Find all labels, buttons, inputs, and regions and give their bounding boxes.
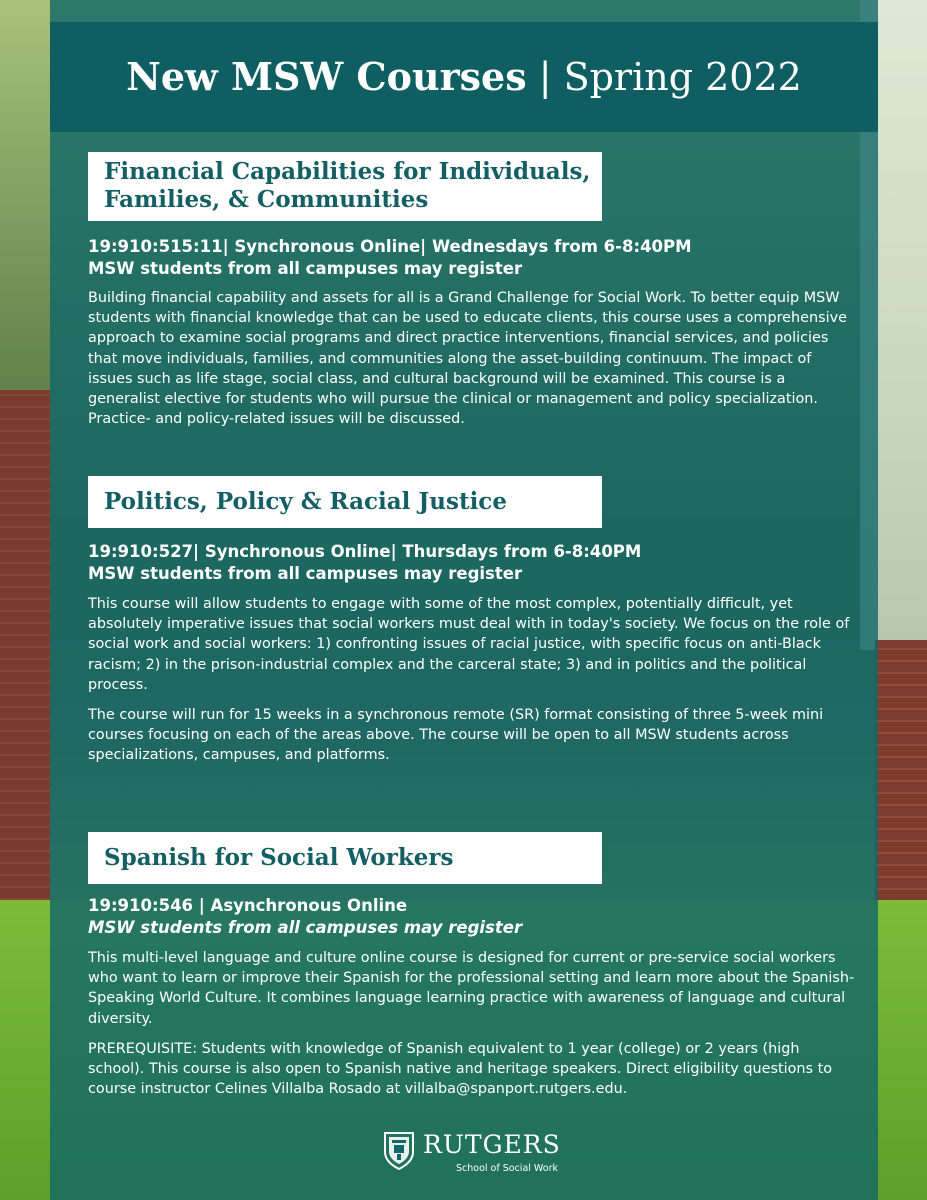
course-2-paragraph-2: The course will run for 15 weeks in a synchronous remote (SR) format consisting of three 5-week mini courses focusing on each of the areas above. The course will be open to all MSW students across specializations, campuses, and platforms.: [88, 707, 824, 764]
course-1-meta: [88, 236, 858, 280]
course-3-meta: [88, 895, 858, 939]
course-3-description: [88, 948, 858, 1109]
course-1-description: [88, 288, 858, 439]
logo-subtitle: School of Social Work: [456, 1163, 558, 1174]
course-1-schedule: 19:910:515:11| Synchronous Online| Wednesdays from 6-8:40PM: [88, 237, 692, 256]
course-3-heading-box: [88, 832, 602, 884]
course-2-meta: [88, 541, 858, 585]
brick-building-right: [875, 640, 927, 900]
title-term: Spring 2022: [563, 55, 802, 99]
logo-name: RUTGERS: [423, 1130, 561, 1159]
rutgers-logo: [383, 1130, 563, 1176]
course-3-schedule: 19:910:546 | Asynchronous Online: [88, 896, 408, 915]
course-3-title: Spanish for Social Workers: [104, 844, 454, 871]
course-3-paragraph-1: This multi-level language and culture online course is designed for current or pre-service social workers who want to learn or improve their Spanish for the professional setting and learn more about the Spanish-Speaking World Culture. It combines language learning practice with awareness of language and cultural diversity.: [88, 950, 855, 1027]
title-separator: |: [526, 55, 564, 99]
course-2-title: Politics, Policy & Racial Justice: [104, 488, 507, 515]
course-2-schedule: 19:910:527| Synchronous Online| Thursdays from 6-8:40PM: [88, 542, 642, 561]
course-3-paragraph-2: PREREQUISITE: Students with knowledge of Spanish equivalent to 1 year (college) or 2 years (high school). This course is also open to Spanish native and heritage speakers. Direct eligibility questions to course instructor Celines Villalba Rosado at villalba@spanport.rutgers.edu.: [88, 1040, 833, 1098]
course-1-title-line2: Families, & Communities: [104, 186, 429, 213]
title-main: New MSW Courses: [126, 54, 527, 99]
course-3-eligibility: MSW students from all campuses may register: [88, 918, 523, 937]
course-2-eligibility: MSW students from all campuses may register: [88, 564, 523, 583]
course-2-paragraph-1: This course will allow students to engage with some of the most complex, potentially difficult, yet absolutely imperative issues that social workers must deal with in today's society. We focus on the role of social work and social workers: 1) confronting issues of racial justice, with specific focus on anti-Black racism; 2) in the prison-industrial complex and the carceral state; 3) and in politics and the political process.: [88, 596, 850, 693]
course-1-title-line1: Financial Capabilities for Individuals,: [104, 158, 591, 185]
course-1-heading-box: [88, 152, 602, 221]
course-1-paragraph-1: Building financial capability and assets for all is a Grand Challenge for Social Work. To better equip MSW students with financial knowledge that can be used to educate clients, this course uses a comprehensive approach to examine social programs and direct practice interventions, financial services, and policies that move individuals, families, and communities along the asset-building continuum. The impact of issues such as life stage, social class, and cultural background will be examined. This course is a generalist elective for students who will pursue the clinical or management and policy specialization. Practice- and policy-related issues will be discussed.: [88, 290, 847, 428]
course-2-description: [88, 594, 858, 776]
course-2-heading-box: [88, 476, 602, 528]
brick-building-left: [0, 390, 50, 910]
shield-icon: [383, 1130, 415, 1170]
page-title: [50, 52, 878, 102]
course-1-eligibility: MSW students from all campuses may register: [88, 259, 523, 278]
